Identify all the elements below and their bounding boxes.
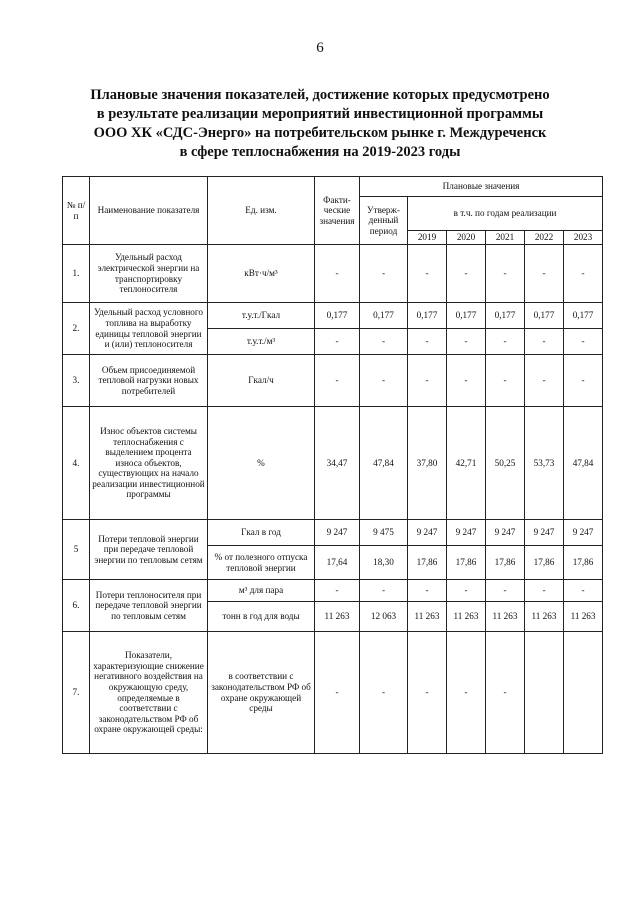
- row-year-value: -: [564, 245, 603, 303]
- indicators-table: [62, 176, 603, 754]
- row-year-value: -: [525, 329, 564, 355]
- row-year-value: 42,71: [447, 407, 486, 520]
- row-num: 1.: [63, 245, 90, 303]
- row-year-value: 9 247: [408, 520, 447, 546]
- row-year-value: 11 263: [408, 602, 447, 632]
- title-line: ООО ХК «СДС-Энерго» на потребительском рынке г. Междуреченск: [93, 125, 547, 141]
- row-approved: 9 475: [360, 520, 408, 546]
- row-unit: % от полезного отпуска тепловой энергии: [208, 546, 315, 580]
- row-name: Потери теплоносителя при передаче тепловой энергии по тепловым сетям: [90, 580, 208, 632]
- header-approved: Утверж-денный период: [360, 197, 408, 245]
- row-unit: Гкал в год: [208, 520, 315, 546]
- row-year-value: -: [408, 329, 447, 355]
- row-num: 5: [63, 520, 90, 580]
- row-year-value: -: [564, 355, 603, 407]
- row-year-value: 53,73: [525, 407, 564, 520]
- row-year-value: 37,80: [408, 407, 447, 520]
- row-approved: 47,84: [360, 407, 408, 520]
- row-year-value: 0,177: [447, 303, 486, 329]
- header-name: Наименование показателя: [90, 177, 208, 245]
- table-row: [63, 520, 603, 546]
- row-year-value: -: [564, 329, 603, 355]
- title-line: в сфере теплоснабжения на 2019-2023 годы: [179, 144, 461, 160]
- row-year-value: 17,86: [564, 546, 603, 580]
- row-unit: кВт·ч/м³: [208, 245, 315, 303]
- row-year-value: 11 263: [525, 602, 564, 632]
- row-year-value: -: [408, 355, 447, 407]
- header-actual: Факти-ческие значения: [315, 177, 360, 245]
- row-year-value: 0,177: [564, 303, 603, 329]
- row-approved: -: [360, 580, 408, 602]
- header-year: 2019: [408, 231, 447, 245]
- header-num: № п/п: [63, 177, 90, 245]
- row-approved: -: [360, 632, 408, 754]
- row-year-value: -: [408, 245, 447, 303]
- row-actual: 9 247: [315, 520, 360, 546]
- row-year-value: -: [525, 580, 564, 602]
- row-year-value: 17,86: [486, 546, 525, 580]
- row-approved: 18,30: [360, 546, 408, 580]
- row-year-value: 11 263: [486, 602, 525, 632]
- header-unit: Ед. изм.: [208, 177, 315, 245]
- header-year: 2023: [564, 231, 603, 245]
- row-year-value: -: [447, 245, 486, 303]
- row-year-value: -: [486, 245, 525, 303]
- row-name: Объем присоединяемой тепловой нагрузки новых потребителей: [90, 355, 208, 407]
- row-unit: т.у.т./м³: [208, 329, 315, 355]
- row-approved: -: [360, 329, 408, 355]
- row-year-value: 9 247: [447, 520, 486, 546]
- row-year-value: [525, 632, 564, 754]
- row-year-value: 17,86: [408, 546, 447, 580]
- row-year-value: -: [447, 580, 486, 602]
- row-num: 6.: [63, 580, 90, 632]
- row-year-value: -: [408, 632, 447, 754]
- row-name: Показатели, характеризующие снижение негативного воздействия на окружающую среду, определяемые в соответствии с законодательством РФ об охране окружающей среды:: [90, 632, 208, 754]
- row-num: 2.: [63, 303, 90, 355]
- row-year-value: -: [564, 580, 603, 602]
- row-name: Удельный расход электрической энергии на транспортировку теплоносителя: [90, 245, 208, 303]
- row-year-value: -: [486, 580, 525, 602]
- row-unit: Гкал/ч: [208, 355, 315, 407]
- row-year-value: [564, 632, 603, 754]
- row-num: 7.: [63, 632, 90, 754]
- header-year: 2021: [486, 231, 525, 245]
- page-number: 6: [316, 40, 324, 56]
- row-actual: -: [315, 245, 360, 303]
- row-year-value: -: [447, 355, 486, 407]
- row-actual: -: [315, 632, 360, 754]
- row-approved: 12 063: [360, 602, 408, 632]
- row-actual: 0,177: [315, 303, 360, 329]
- header-by-years: в т.ч. по годам реализации: [408, 197, 603, 231]
- row-actual: 17,64: [315, 546, 360, 580]
- row-year-value: 9 247: [525, 520, 564, 546]
- row-year-value: 0,177: [525, 303, 564, 329]
- row-year-value: -: [447, 329, 486, 355]
- row-unit: м³ для пара: [208, 580, 315, 602]
- document-title: [60, 86, 580, 162]
- row-actual: -: [315, 329, 360, 355]
- row-year-value: -: [447, 632, 486, 754]
- row-year-value: -: [486, 329, 525, 355]
- row-year-value: 9 247: [564, 520, 603, 546]
- row-year-value: -: [486, 355, 525, 407]
- table-row: [63, 632, 603, 754]
- title-line: в результате реализации мероприятий инвестиционной программы: [96, 106, 544, 122]
- row-year-value: 11 263: [447, 602, 486, 632]
- row-unit: т.у.т./Гкал: [208, 303, 315, 329]
- row-year-value: 0,177: [408, 303, 447, 329]
- row-year-value: 17,86: [525, 546, 564, 580]
- header-year: 2022: [525, 231, 564, 245]
- row-name: Удельный расход условного топлива на выработку единицы тепловой энергии и (или) теплоносителя: [90, 303, 208, 355]
- row-unit: тонн в год для воды: [208, 602, 315, 632]
- row-actual: 11 263: [315, 602, 360, 632]
- title-line: Плановые значения показателей, достижение которых предусмотрено: [90, 87, 550, 103]
- row-name: Потери тепловой энергии при передаче тепловой энергии по тепловым сетям: [90, 520, 208, 580]
- header-planned: Плановые значения: [360, 177, 603, 197]
- row-approved: -: [360, 245, 408, 303]
- row-year-value: 11 263: [564, 602, 603, 632]
- table-row: [63, 355, 603, 407]
- row-year-value: -: [525, 245, 564, 303]
- row-actual: -: [315, 580, 360, 602]
- row-unit: %: [208, 407, 315, 520]
- row-year-value: -: [525, 355, 564, 407]
- row-year-value: 9 247: [486, 520, 525, 546]
- row-year-value: 0,177: [486, 303, 525, 329]
- row-name: Износ объектов системы теплоснабжения с выделением процента износа объектов, существующих на начало реализации инвестиционной программы: [90, 407, 208, 520]
- table-row: [63, 580, 603, 602]
- row-approved: -: [360, 355, 408, 407]
- row-year-value: -: [486, 632, 525, 754]
- row-year-value: 47,84: [564, 407, 603, 520]
- row-actual: -: [315, 355, 360, 407]
- row-num: 3.: [63, 355, 90, 407]
- table-row: [63, 303, 603, 329]
- row-num: 4.: [63, 407, 90, 520]
- header-year: 2020: [447, 231, 486, 245]
- row-approved: 0,177: [360, 303, 408, 329]
- row-year-value: -: [408, 580, 447, 602]
- row-unit: в соответствии с законодательством РФ об охране окружающей среды: [208, 632, 315, 754]
- table-row: [63, 245, 603, 303]
- table-row: [63, 407, 603, 520]
- row-year-value: 17,86: [447, 546, 486, 580]
- row-actual: 34,47: [315, 407, 360, 520]
- row-year-value: 50,25: [486, 407, 525, 520]
